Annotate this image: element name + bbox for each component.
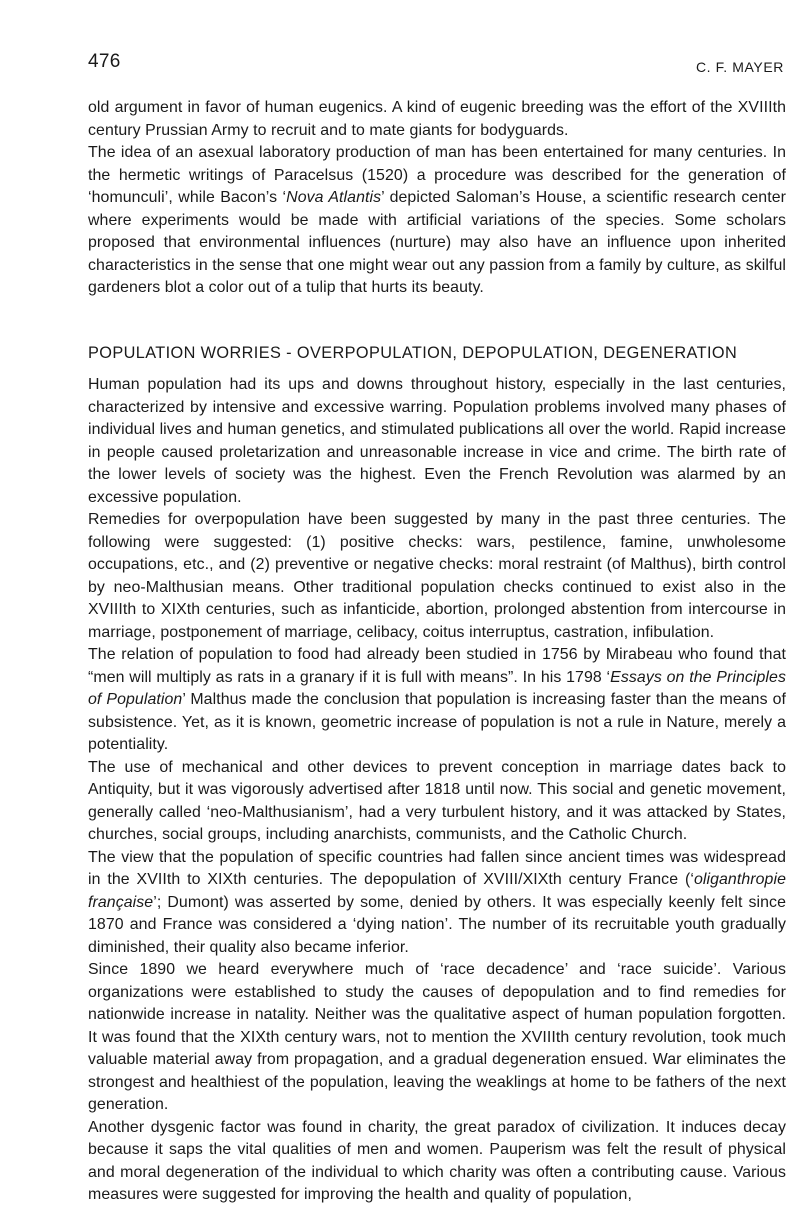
paragraph-section-4: The use of mechanical and other devices to prevent conception in marriage dates back to Antiquity, but it was vigorously advertised after 1818 until now. This social and genetic movement, generally called ‘neo-Malthusianism’, had a very turbulent history, and it was attacked by States, churches, social groups, including anarchists, communists, and the Catholic Church. [88, 758, 786, 843]
paragraph-section-1: Human population had its ups and downs throughout history, especially in the last centuries, characterized by intensive and excessive warring. Population problems involved many phases of individual lives and human genetics, and stimulated publications all over the world. Rapid increase in people caused proletarization and unreasonable increase in vice and crime. The birth rate of the lower levels of society was the highest. Even the French Revolution was alarmed by an excessive population. [88, 376, 786, 506]
body-text [88, 97, 786, 1207]
paragraph-section-5-italic: oliganthropie française [88, 871, 786, 911]
paragraph-section-3-italic: Essays on the Principles of Population [88, 668, 786, 708]
paragraph-intro-2-italic: Nova Atlantis [286, 189, 382, 206]
paragraph-section-5-part-a: The view that the population of specific countries had fallen since ancient times was widespread in the XVIIth to XIXth centuries. The depopulation of XVIII/XIXth century France (‘ [88, 848, 786, 888]
paragraph-section-3 [88, 644, 786, 757]
running-header [88, 50, 784, 90]
paragraph-section-2: Remedies for overpopulation have been suggested by many in the past three centuries. The following were suggested: (1) positive checks: wars, pestilence, famine, unwholesome occupations, etc., and (2) preventive or negative checks: moral restraint (of Malthus), birth control by neo-Malthusian means. Other traditional population checks continued to exist also in the XVIIIth to XIXth centuries, such as infanticide, abortion, prolonged abstention from intercourse in marriage, postponement of marriage, celibacy, coitus interruptus, castration, infibulation. [88, 511, 786, 641]
paragraph-intro-2-part-a: The idea of an asexual laboratory production of man has been entertained for many centuries. In the hermetic writings of Paracelsus (1520) a procedure was described for the generation of ‘homunculi’, while Bacon’s ‘ [88, 144, 786, 206]
section-heading: POPULATION WORRIES - OVERPOPULATION, DEPOPULATION, DEGENERATION [88, 343, 738, 362]
paragraph-section-7: Another dysgenic factor was found in charity, the great paradox of civilization. It induces decay because it saps the vital qualities of men and women. Pauperism was felt the result of physical and moral degeneration of the individual to which charity was often a contributing cause. Various measures were suggested for improving the health and quality of population, [88, 1118, 786, 1203]
paragraph-section-5 [88, 847, 786, 960]
paragraph-section-5-part-b: ’; Dumont) was asserted by some, denied by others. It was especially keenly felt since 1870 and France was considered a ‘dying nation’. The number of its recruitable youth gradually diminished, their quality also became inferior. [88, 893, 786, 956]
paragraph-section-3-part-b: ’ Malthus made the conclusion that population is increasing faster than the means of subsistence. Yet, as it is known, geometric increase of population is not a rule in Nature, merely a potentiality. [88, 691, 787, 753]
paragraph-intro-2 [88, 142, 786, 300]
paragraph-section-6: Since 1890 we heard everywhere much of ‘race decadence’ and ‘race suicide’. Various organizations were established to study the causes of depopulation and to find remedies for nationwide increase in natality. Neither was the qualitative aspect of human population forgotten. It was found that the XIXth century wars, not to mention the XVIIIth century revolution, took much valuable material away from propagation, and a gradual degeneration ensued. War eliminates the strongest and healthiest of the population, leaving the weaklings at home to be fathers of the next generation. [88, 961, 786, 1113]
paragraph-intro-2-part-b: ’ depicted Saloman’s House, a scientific research center where experiments would be made with artificial variations of the species. Some scholars proposed that environmental influences (nurture) may also have an influence upon inherited characteristics in the sense that one might wear out any passion from a family by culture, as skilful gardeners blot a color out of a tulip that hurts its beauty. [88, 189, 786, 296]
paragraph-section-3-part-a: The relation of population to food had already been studied in 1756 by Mirabeau who found that “men will multiply as rats in a granary if it is full with means”. In his 1798 ‘ [88, 646, 786, 686]
paragraph-intro-1: old argument in favor of human eugenics. A kind of eugenic breeding was the effort of the XVIIIth century Prussian Army to recruit and to mate giants for bodyguards. [88, 99, 786, 139]
running-title: C. F. MAYER [695, 59, 784, 75]
page-number: 476 [88, 51, 121, 72]
